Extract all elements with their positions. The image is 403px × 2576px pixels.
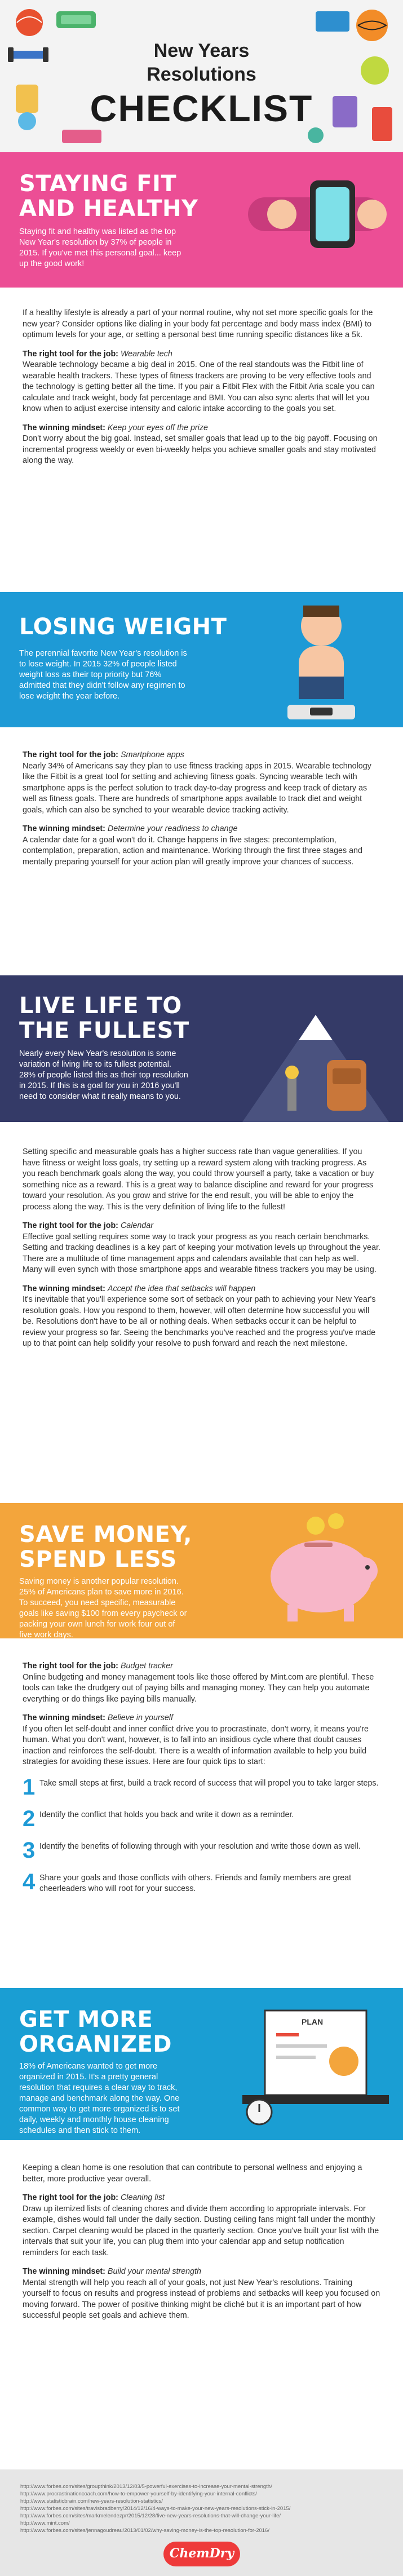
life-tool-name: Calendar bbox=[120, 1221, 153, 1230]
title-line-2: Resolutions bbox=[147, 64, 256, 85]
source-link[interactable]: http://www.procrastinationcoach.com/how-to-empower-yourself-by-identifying-your-internal-conflicts/ bbox=[20, 2491, 257, 2497]
weight-banner bbox=[0, 592, 403, 727]
org-tool-label: The right tool for the job: bbox=[23, 2193, 118, 2202]
fit-paragraph: If a healthy lifestyle is already a part of your normal routine, why not set more specific goals for the new year? Consider options like dialing in your body fat percentage and body mass index (BMI) to optimum levels for your age, or setting a personal best time running specific distances like a 5k. bbox=[23, 308, 373, 339]
life-mindset bbox=[23, 1284, 380, 1350]
org-mindset-label: The winning mindset: bbox=[23, 2267, 105, 2276]
piggy-bank-illustration bbox=[237, 1509, 403, 1633]
source-link[interactable]: http://www.forbes.com/sites/travisbradberry/2014/12/16/4-ways-to-make-your-new-years-resolutions-stick-in-2015/ bbox=[20, 2506, 291, 2512]
life-tool bbox=[23, 1221, 380, 1276]
plan-board-illustration bbox=[231, 1994, 403, 2135]
source-link[interactable]: http://www.forbes.com/sites/jennagoudreau/2013/01/02/why-saving-money-is-the-top-resolution-for-2016/ bbox=[20, 2528, 269, 2534]
weight-lead: The perennial favorite New Year's resolution is to lose weight. In 2015 32% of people listed weight loss as their top priority but 76% admitted that they didn't follow any regimen to lose weight the year before. bbox=[19, 649, 187, 701]
fit-mindset-label: The winning mindset: bbox=[23, 423, 105, 432]
weight-tool bbox=[23, 750, 380, 816]
org-paragraph: Keeping a clean home is one resolution that can contribute to personal wellness and enjoying a better, more productive year overall. bbox=[23, 2163, 362, 2184]
title-line-1: New Years bbox=[153, 40, 250, 61]
life-tool-text: Effective goal setting requires some way to track your progress as you reach certain benchmarks. Setting and tracking deadlines is a key part of keeping your motivation levels up throughout the year. There are a multitude of time management apps and calendars available that can help as well. Many will even synch with those smartphone apps and wearable fitness trackers you may be using. bbox=[23, 1232, 381, 1274]
sources-list bbox=[20, 2483, 381, 2534]
weight-title: LOSING WEIGHT bbox=[19, 614, 227, 640]
fit-lead: Staying fit and healthy was listed as the top New Year's resolution by 37% of people in 2015. If you've met this personal goal... keep up the good work! bbox=[19, 227, 181, 268]
source-link[interactable]: http://www.forbes.com/sites/markmelendezpr/2015/12/28/five-new-years-resolutions-that-will-change-your-life/ bbox=[20, 2513, 281, 2519]
tip-number: 3 bbox=[23, 1837, 36, 1863]
fitness-tracker-illustration bbox=[225, 158, 403, 282]
fit-mindset bbox=[23, 423, 380, 467]
fit-title-1: STAYING FIT bbox=[19, 171, 177, 197]
tip-item bbox=[23, 1808, 380, 1830]
life-tool-label: The right tool for the job: bbox=[23, 1221, 118, 1230]
weight-tool-name: Smartphone apps bbox=[120, 750, 184, 759]
title-checklist: CHECKLIST bbox=[90, 87, 313, 129]
fit-tool-text: Wearable technology became a big deal in 2015. One of the real standouts was the Fitbit line of wearable health trackers. These types of fitness trackers are proving to be very effective tools and the technology is getting better all the time. If you pair a Fitbit Flex with the Fitbit Aria scale you can calculate and track weight, body fat percentage and BMI. You can also sync alerts that will let you know when to adjust exercise intensity and caloric intake according to the goals you set. bbox=[23, 360, 375, 413]
tip-text: Identify the benefits of following through with your resolution and write those down as well. bbox=[39, 1841, 361, 1851]
money-mindset bbox=[23, 1713, 380, 1768]
org-mindset-name: Build your mental strength bbox=[107, 2267, 202, 2276]
footer bbox=[0, 2469, 403, 2576]
money-title-2: SPEND LESS bbox=[19, 1547, 177, 1572]
weight-body bbox=[0, 727, 403, 975]
weight-mindset bbox=[23, 824, 380, 868]
money-tool-text: Online budgeting and money management tools like those offered by Mint.com are plentiful. These tools can take the drudgery out of paying bills and managing money. They can help you automate everything or do things like paying bills manually. bbox=[23, 1672, 374, 1704]
org-body bbox=[0, 2140, 403, 2433]
life-banner bbox=[0, 975, 403, 1122]
fit-body bbox=[0, 288, 403, 592]
source-link[interactable]: http://www.mint.com/ bbox=[20, 2520, 70, 2526]
life-lead: Nearly every New Year's resolution is some variation of living life to its fullest potential. 28% of people listed this as their top resolution in 2015. If this is a goal for you in 2016 you'll need to consider what it really means to you. bbox=[19, 1049, 188, 1101]
org-banner bbox=[0, 1988, 403, 2140]
fit-banner bbox=[0, 152, 403, 288]
life-title-1: LIVE LIFE TO bbox=[19, 993, 182, 1019]
money-mindset-text: If you often let self-doubt and inner conflict drive you to procrastinate, don't worry, it means you're human. What you don't want, however, is to fall into an insidious cycle where that doubt causes inaction and reinforces the self-doubt. There is a wealth of information available to help you build strategies for avoiding these issues. Here are four quick tips to start: bbox=[23, 1724, 369, 1766]
tip-number: 2 bbox=[23, 1806, 36, 1831]
org-mindset bbox=[23, 2266, 380, 2322]
org-tool-name: Cleaning list bbox=[120, 2193, 165, 2202]
money-body bbox=[0, 1638, 403, 1988]
weight-tool-text: Nearly 34% of Americans say they plan to use fitness tracking apps in 2015. Wearable technology like the Fitbit is a great tool for setting and achieving fitness goals. Syncing wearable tech with smartphone apps is the perfect solution to track day-to-day progress and keep track of dietary as well as fitness goals. There are hundreds of smartphone apps available to track diet and weight goals, which can also be synched to your wearable device tracking activity. bbox=[23, 761, 371, 815]
chemdry-logo bbox=[163, 2542, 240, 2566]
life-mindset-label: The winning mindset: bbox=[23, 1284, 105, 1293]
fit-mindset-name: Keep your eyes off the prize bbox=[107, 423, 208, 432]
tip-text: Identify the conflict that holds you back and write it down as a reminder. bbox=[39, 1810, 294, 1819]
tip-text: Take small steps at first, build a track record of success that will propel you to take larger steps. bbox=[39, 1778, 379, 1788]
money-tool-name: Budget tracker bbox=[120, 1662, 173, 1671]
tip-number: 1 bbox=[23, 1774, 36, 1800]
source-link[interactable]: http://www.statisticbrain.com/new-years-resolution-statistics/ bbox=[20, 2498, 163, 2504]
life-mindset-text: It's inevitable that you'll experience some sort of setback on your path to achieving your New Year's resolution goals. How you respond to them, however, will often determine how successful you will be. Resolutions don't have to be all or nothing deals. When setbacks occur it can be helpful to review your progress so far. Seeing the benchmarks you've reached and the progress you've made up to that point can help solidify your resolve to push forward and reach the next milestone. bbox=[23, 1295, 376, 1348]
tip-item bbox=[23, 1871, 380, 1895]
life-body bbox=[0, 1122, 403, 1503]
weight-mindset-label: The winning mindset: bbox=[23, 824, 105, 833]
source-link[interactable]: http://www.forbes.com/sites/groupthink/2013/12/03/5-powerful-exercises-to-increase-your-mental-strength/ bbox=[20, 2484, 272, 2490]
money-tool-label: The right tool for the job: bbox=[23, 1662, 118, 1671]
org-title-2: ORGANIZED bbox=[19, 2031, 172, 2057]
fit-tool-label: The right tool for the job: bbox=[23, 349, 118, 359]
org-tool-text: Draw up itemized lists of cleaning chores and divide them according to appropriate intervals. For example, dishes would fall under the daily section. Dusting ceiling fans might fall under the monthly section. Carpet cleaning would be placed in the quarterly section. Once you've built your list with the intervals that suit your life, you can plug them into your calendar app and setup notification reminders for each task. bbox=[23, 2204, 379, 2257]
tip-text: Share your goals and those conflicts with others. Friends and family members are great cheerleaders who will root for your success. bbox=[39, 1873, 352, 1893]
org-lead: 18% of Americans wanted to get more organized in 2015. It's a pretty general resolution that requires a clear way to track, manage and benchmark along the way. One common way to get more organized is to set daily, weekly and monthly house cleaning schedules and then stick to them. bbox=[19, 2062, 180, 2135]
life-mindset-name: Accept the idea that setbacks will happen bbox=[107, 1284, 256, 1293]
tips-list bbox=[23, 1776, 380, 1895]
fit-title-2: AND HEALTHY bbox=[19, 196, 198, 222]
tip-item bbox=[23, 1776, 380, 1799]
logo-text: ChemDry bbox=[169, 2546, 234, 2561]
weight-mindset-name: Determine your readiness to change bbox=[107, 824, 238, 833]
mountain-backpack-illustration bbox=[220, 975, 403, 1122]
life-paragraph: Setting specific and measurable goals has a higher success rate than vague generalities. If you have fitness or weight loss goals, try setting up a reward system along with tracking progress. As you reach benchmark goals along the way, you could throw yourself a party, take a vacation or buy something nice as a reward. This is a great way to balance discipline and reward for your progress toward your resolution. As you grow and strive for the end result, you will be able to enjoy the process along the way. This is the very definition of living life to the fullest! bbox=[23, 1147, 374, 1212]
plan-label: PLAN bbox=[302, 2017, 324, 2026]
tip-number: 4 bbox=[23, 1869, 36, 1894]
money-tool bbox=[23, 1661, 380, 1705]
weighing-person-illustration bbox=[237, 592, 403, 727]
org-title-1: GET MORE bbox=[19, 2007, 153, 2032]
money-mindset-label: The winning mindset: bbox=[23, 1713, 105, 1722]
org-tool bbox=[23, 2193, 380, 2259]
fit-mindset-text: Don't worry about the big goal. Instead, set smaller goals that lead up to the big payoff. Focusing on incremental progress weekly or even bi-weekly helps you achieve smaller goals and stay motivated along the way. bbox=[23, 434, 378, 465]
header bbox=[0, 0, 403, 152]
fit-tool-name: Wearable tech bbox=[120, 349, 172, 359]
weight-tool-label: The right tool for the job: bbox=[23, 750, 118, 759]
life-title-2: THE FULLEST bbox=[19, 1018, 189, 1044]
weight-mindset-text: A calendar date for a goal won't do it. Change happens in five stages: precontemplation, contemplation, preparation, action and maintenance. Working through the first three stages and mentally preparing yourself for your action plan will greatly improve your chances of success. bbox=[23, 835, 362, 867]
money-lead: Saving money is another popular resolution. 25% of Americans plan to save more in 2016. To succeed, you need specific, measurable goals like saving $100 from every paycheck or packing your own lunch for work four out of five work days. bbox=[19, 1577, 187, 1638]
money-mindset-name: Believe in yourself bbox=[107, 1713, 173, 1722]
fit-tool bbox=[23, 349, 380, 415]
money-title-1: SAVE MONEY, bbox=[19, 1522, 192, 1548]
tip-item bbox=[23, 1839, 380, 1862]
money-banner bbox=[0, 1503, 403, 1638]
org-mindset-text: Mental strength will help you reach all of your goals, not just New Year's resolutions. Training yourself to focus on results and progress instead of problems and setbacks will keep you focused on moving forward. The power of positive thinking might be cliché but it is an important part of how successful people set goals and achieve them. bbox=[23, 2278, 380, 2320]
